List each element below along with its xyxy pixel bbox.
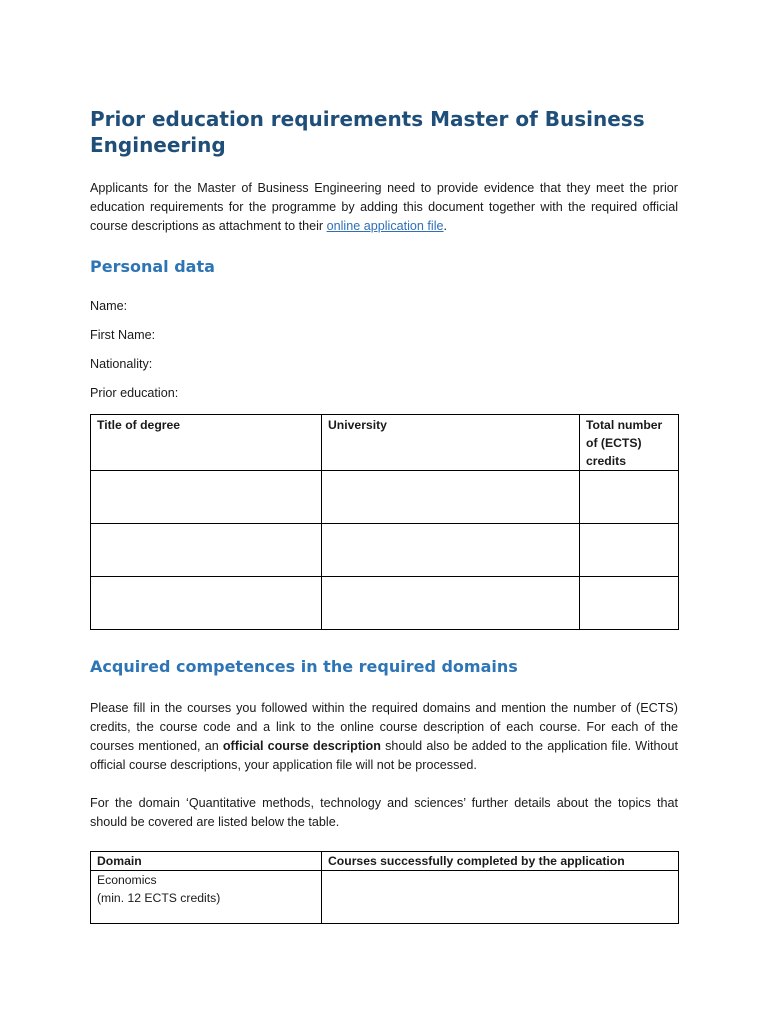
first-name-label: First Name: [90, 328, 156, 342]
university-cell[interactable] [322, 577, 580, 630]
header-title-of-degree: Title of degree [91, 415, 322, 471]
online-application-file-link[interactable]: online application file [326, 219, 444, 233]
header-courses-completed: Courses successfully completed by the application [322, 852, 679, 871]
table-row [91, 524, 679, 577]
university-cell[interactable] [322, 471, 580, 524]
header-university: University [322, 415, 580, 471]
acquired-competences-heading: Acquired competences in the required domains [90, 657, 518, 676]
domain-name: Economics [97, 873, 157, 887]
domain-note-paragraph: For the domain ‘Quantitative methods, technology and sciences’ further details about the topics that should be covered are listed below the table. [90, 796, 678, 829]
competences-paragraph [90, 699, 678, 775]
degree-title-cell[interactable] [91, 524, 322, 577]
competences-text-end: should also be added to the application file. Without official course descriptions, your application file will not be processed. [90, 739, 678, 772]
courses-cell[interactable] [322, 871, 679, 924]
degree-title-cell[interactable] [91, 577, 322, 630]
domain-table [90, 851, 679, 924]
official-course-description-emphasis: official course description [222, 739, 381, 753]
header-total-ects-credits: Total number of (ECTS) credits [580, 415, 679, 471]
domain-credits: (min. 12 ECTS credits) [97, 891, 221, 905]
intro-text-end: . [443, 219, 448, 233]
degree-table-header-row [91, 415, 679, 471]
degree-title-cell[interactable] [91, 471, 322, 524]
intro-text: Applicants for the Master of Business Engineering need to provide evidence that they meet the prior education requirements for the programme by adding this document together with the required official course descriptions as attachment to their [90, 181, 678, 233]
domain-table-header-row [91, 852, 679, 871]
competences-text: Please fill in the courses you followed within the required domains and mention the number of (ECTS) credits, the course code and a link to the online course description of each course. For each of the courses mentioned, an [90, 701, 678, 753]
table-row [91, 577, 679, 630]
domain-cell [91, 871, 322, 924]
document-page [90, 106, 678, 924]
table-row [91, 871, 679, 924]
personal-data-heading: Personal data [90, 257, 215, 276]
prior-education-label: Prior education: [90, 386, 179, 400]
nationality-label: Nationality: [90, 357, 153, 371]
credits-cell[interactable] [580, 471, 679, 524]
intro-paragraph [90, 179, 678, 236]
credits-cell[interactable] [580, 577, 679, 630]
university-cell[interactable] [322, 524, 580, 577]
degree-table [90, 414, 679, 630]
header-domain: Domain [91, 852, 322, 871]
document-title: Prior education requirements Master of Business Engineering [90, 107, 645, 157]
table-row [91, 471, 679, 524]
name-label: Name: [90, 299, 128, 313]
credits-cell[interactable] [580, 524, 679, 577]
